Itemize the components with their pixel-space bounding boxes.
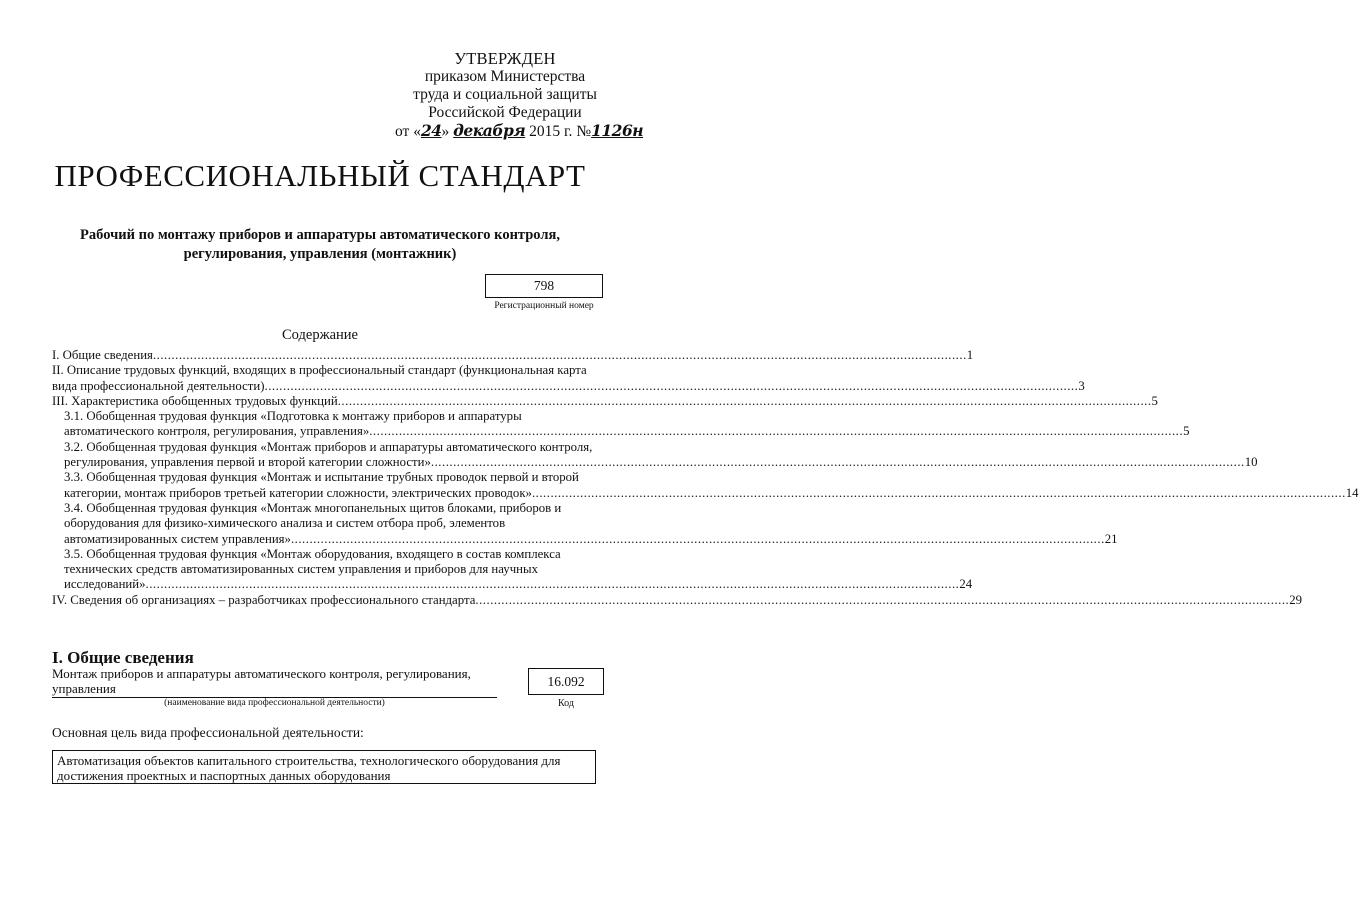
approval-block <box>395 49 644 141</box>
toc-entry-line <box>64 455 1258 470</box>
activity-name <box>52 667 497 698</box>
toc-entry-line <box>52 378 1085 394</box>
toc-entry-line <box>64 424 1190 439</box>
activity-name-line: управления <box>52 680 116 696</box>
toc-entry[interactable] <box>52 409 1190 440</box>
approval-line: приказом Министерства <box>424 68 586 85</box>
approval-heading: УТВЕРЖДЕН <box>454 49 556 68</box>
toc-entry-line <box>52 592 1303 608</box>
toc-title: Содержание <box>282 327 358 343</box>
toc-page-number: 1 <box>966 348 974 362</box>
toc-dot-leader: ............................................................................................................................................................................................................................ <box>430 455 1245 470</box>
toc-entry-text: 3.4. Обобщенная трудовая функция «Монтаж многопанельных щитов блоками, приборов и <box>64 500 562 515</box>
section-title: I. Общие сведения <box>52 648 194 667</box>
toc-entry[interactable] <box>52 348 974 363</box>
toc-entry-text: IV. Сведения об организациях – разработчиках профессионального стандарта <box>52 592 476 607</box>
toc-entry-text: оборудования для физико-химического анализа и систем отбора проб, элементов <box>64 516 506 531</box>
toc-entry-line <box>64 531 1118 547</box>
handwritten-day: 24 <box>420 121 442 140</box>
toc-page-number: 5 <box>1151 393 1158 408</box>
toc-page-number: 24 <box>959 577 973 592</box>
toc-entry-text: категории, монтаж приборов третьей категории сложности, электрических проводок» <box>64 485 532 500</box>
document-title: ПРОФЕССИОНАЛЬНЫЙ СТАНДАРТ <box>54 158 586 193</box>
activity-code-label: Код <box>558 698 574 709</box>
toc-dot-leader: ............................................................................................................................................................................................................................ <box>475 592 1290 607</box>
toc-dot-leader: ............................................................................................................................................................................................................................ <box>264 378 1079 393</box>
toc-entry-text: 3.5. Обобщенная трудовая функция «Монтаж оборудования, входящего в состав комплекса <box>64 546 561 561</box>
handwritten-order-number: 1126н <box>591 121 644 140</box>
toc-entry-text: 3.3. Обобщенная трудовая функция «Монтаж и испытание трубных проводок первой и второй <box>64 470 579 485</box>
toc-entry[interactable] <box>52 470 1359 501</box>
date-prefix: от <box>395 123 410 140</box>
toc-dot-leader: ............................................................................................................................................................................................................................ <box>337 393 1152 408</box>
toc-entry-text: вида профессиональной деятельности) <box>52 378 265 393</box>
toc-entry-text: III. Характеристика обобщенных трудовых функций <box>52 393 338 408</box>
goal-line: достижения проектных и паспортных данных оборудования <box>57 768 391 783</box>
toc-page-number: 21 <box>1104 531 1118 546</box>
number-sign: № <box>576 123 592 140</box>
goal-box <box>52 750 596 784</box>
toc-entry-text: 3.1. Обобщенная трудовая функция «Подготовка к монтажу приборов и аппаратуры <box>64 409 522 424</box>
table-of-contents <box>52 348 1359 608</box>
toc-entry[interactable] <box>52 500 1118 547</box>
toc-page-number: 14 <box>1345 485 1359 500</box>
toc-dot-leader: ............................................................................................................................................................................................................................ <box>145 577 960 592</box>
toc-entry-text: 3.2. Обобщенная трудовая функция «Монтаж приборов и аппаратуры автоматического контроля, <box>64 439 593 454</box>
handwritten-month: декабря <box>453 121 526 140</box>
toc-dot-leader: ............................................................................................................................................................................................................................ <box>152 348 967 362</box>
date-year: 2015 г. <box>529 123 573 140</box>
toc-dot-leader: ............................................................................................................................................................................................................................ <box>531 485 1346 500</box>
toc-page-number: 10 <box>1244 455 1258 470</box>
toc-page-number: 5 <box>1183 424 1190 439</box>
toc-entry-line <box>52 393 1158 409</box>
goal-line: Автоматизация объектов капитального строительства, технологического оборудования для <box>57 753 561 768</box>
approval-line: Российской Федерации <box>428 104 582 121</box>
toc-page-number: 29 <box>1289 592 1303 607</box>
toc-entry-text: регулирования, управления первой и второй категории сложности» <box>64 455 431 470</box>
toc-entry-text: технических средств автоматизированных систем управления и приборов для научных <box>64 562 538 577</box>
activity-name-caption: (наименование вида профессиональной деятельности) <box>164 698 385 708</box>
goal-label: Основная цель вида профессиональной деятельности: <box>52 725 364 740</box>
document-subtitle <box>60 226 580 264</box>
toc-dot-leader: ............................................................................................................................................................................................................................ <box>369 424 1184 439</box>
toc-page-number: 3 <box>1078 378 1085 393</box>
activity-name-line: Монтаж приборов и аппаратуры автоматического контроля, регулирования, <box>52 666 471 681</box>
activity-code-box: 16.092 <box>528 668 604 695</box>
toc-entry-line <box>64 485 1359 501</box>
approval-line: труда и социальной защиты <box>413 86 597 103</box>
toc-entry-text: II. Описание трудовых функций, входящих в профессиональный стандарт (функциональная карта <box>52 363 587 378</box>
toc-entry-text: автоматического контроля, регулирования, управления» <box>64 424 370 439</box>
toc-entry-line <box>52 348 974 363</box>
toc-entry[interactable] <box>52 592 1303 608</box>
toc-entry[interactable] <box>52 546 973 593</box>
toc-entry-text: I. Общие сведения <box>52 348 153 362</box>
approval-date-line: от «24» декабря 2015 г. №1126н <box>395 121 644 140</box>
toc-entry-line <box>64 577 973 592</box>
subtitle-line: Рабочий по монтажу приборов и аппаратуры автоматического контроля, <box>80 227 560 243</box>
toc-entry[interactable] <box>52 439 1258 471</box>
toc-entry-text: исследований» <box>64 577 146 592</box>
toc-entry[interactable] <box>52 363 1085 394</box>
registration-number-label: Регистрационный номер <box>494 301 594 311</box>
toc-entry-text: автоматизированных систем управления» <box>64 531 291 546</box>
toc-entry[interactable] <box>52 393 1158 409</box>
subtitle-line: регулирования, управления (монтажник) <box>183 246 457 262</box>
registration-number-box: 798 <box>485 274 603 298</box>
toc-dot-leader: ............................................................................................................................................................................................................................ <box>290 531 1105 546</box>
